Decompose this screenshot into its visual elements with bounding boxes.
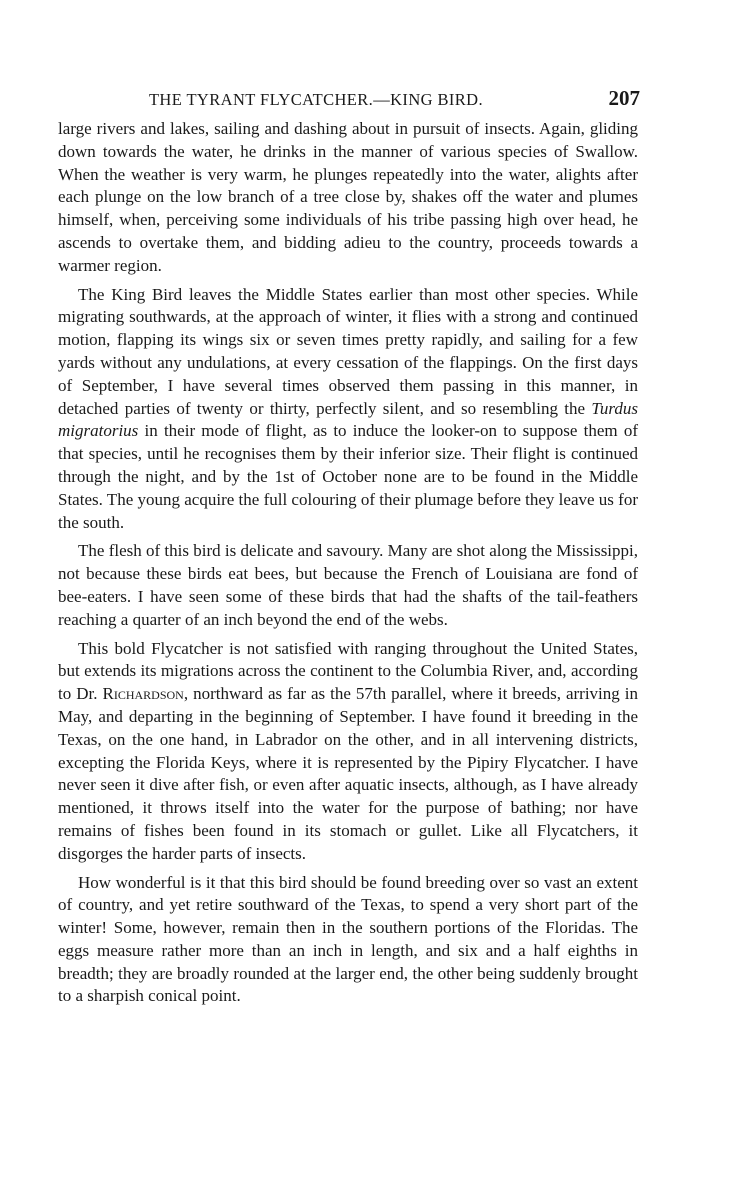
paragraph-3: The flesh of this bird is delicate and savoury. Many are shot along the Mississippi, not because these birds eat bees, but because the French of Louisiana are fond of bee-eaters. I have seen some of these birds that had the shafts of the tail-feathers reaching a quarter of an inch beyond the end of the webs. <box>58 541 638 629</box>
paragraph-2: The King Bird leaves the Middle States earlier than most other species. While migrating southwards, at the approach of winter, it flies with a strong and continued motion, flapping its wings six or seven times pretty rapidly, and sailing for a few yards without any undulations, at every cessation of the flappings. On the first days of September, I have several times observed them passing in this manner, in detached parties of twenty or thirty, perfectly silent, and so resembling the Turdus migratorius in their mode of flight, as to induce the looker-on to suppose them of that species, until he recognises them by their inferior size. Their flight is continued through the night, and by the 1st of October none are to be found in the Middle States. The young acquire the full colouring of their plumage before they leave us for the south. <box>58 284 638 532</box>
running-head: THE TYRANT FLYCATCHER.—KING BIRD. <box>148 90 484 109</box>
paragraph-5: How wonderful is it that this bird should be found breeding over so vast an extent of country, and yet retire southward of the Texas, to spend a very short part of the winter! Some, however, remain then in the southern portions of the Floridas. The eggs measure rather more than an inch in length, and six and a half eighths in breadth; they are broadly rounded at the larger end, the other being suddenly brought to a sharpish conical point. <box>58 872 638 1006</box>
body-text <box>58 118 638 1014</box>
paragraph-1: large rivers and lakes, sailing and dashing about in pursuit of insects. Again, gliding down towards the water, he drinks in the manner of various species of Swallow. When the weather is very warm, he plunges repeatedly into the water, alights after each plunge on the low branch of a tree close by, shakes off the water and plumes himself, when, perceiving some individuals of his tribe passing high over head, he ascends to overtake them, and bidding adieu to the country, proceeds towards a warmer region. <box>58 119 638 275</box>
author-name: Richardson <box>102 684 184 704</box>
species-name: Turdus migratorius <box>58 398 638 441</box>
page-header <box>56 86 640 116</box>
paragraph-4: This bold Flycatcher is not satisfied with ranging throughout the United States, but extends its migrations across the continent to the Columbia River, and, according to Dr. Richardson, northward as far as the 57th parallel, where it breeds, arriving in May, and departing in the beginning of September. I have found it breeding in the Texas, on the one hand, in Labrador on the other, and in all intervening districts, excepting the Florida Keys, where it is represented by the Pipiry Flycatcher. I have never seen it dive after fish, or even after aquatic insects, although, as I have already mentioned, it throws itself into the water for the purpose of bathing; nor have remains of fishes been found in its stomach or gullet. Like all Flycatchers, it disgorges the harder parts of insects. <box>58 638 638 863</box>
page-number: 207 <box>608 86 640 110</box>
